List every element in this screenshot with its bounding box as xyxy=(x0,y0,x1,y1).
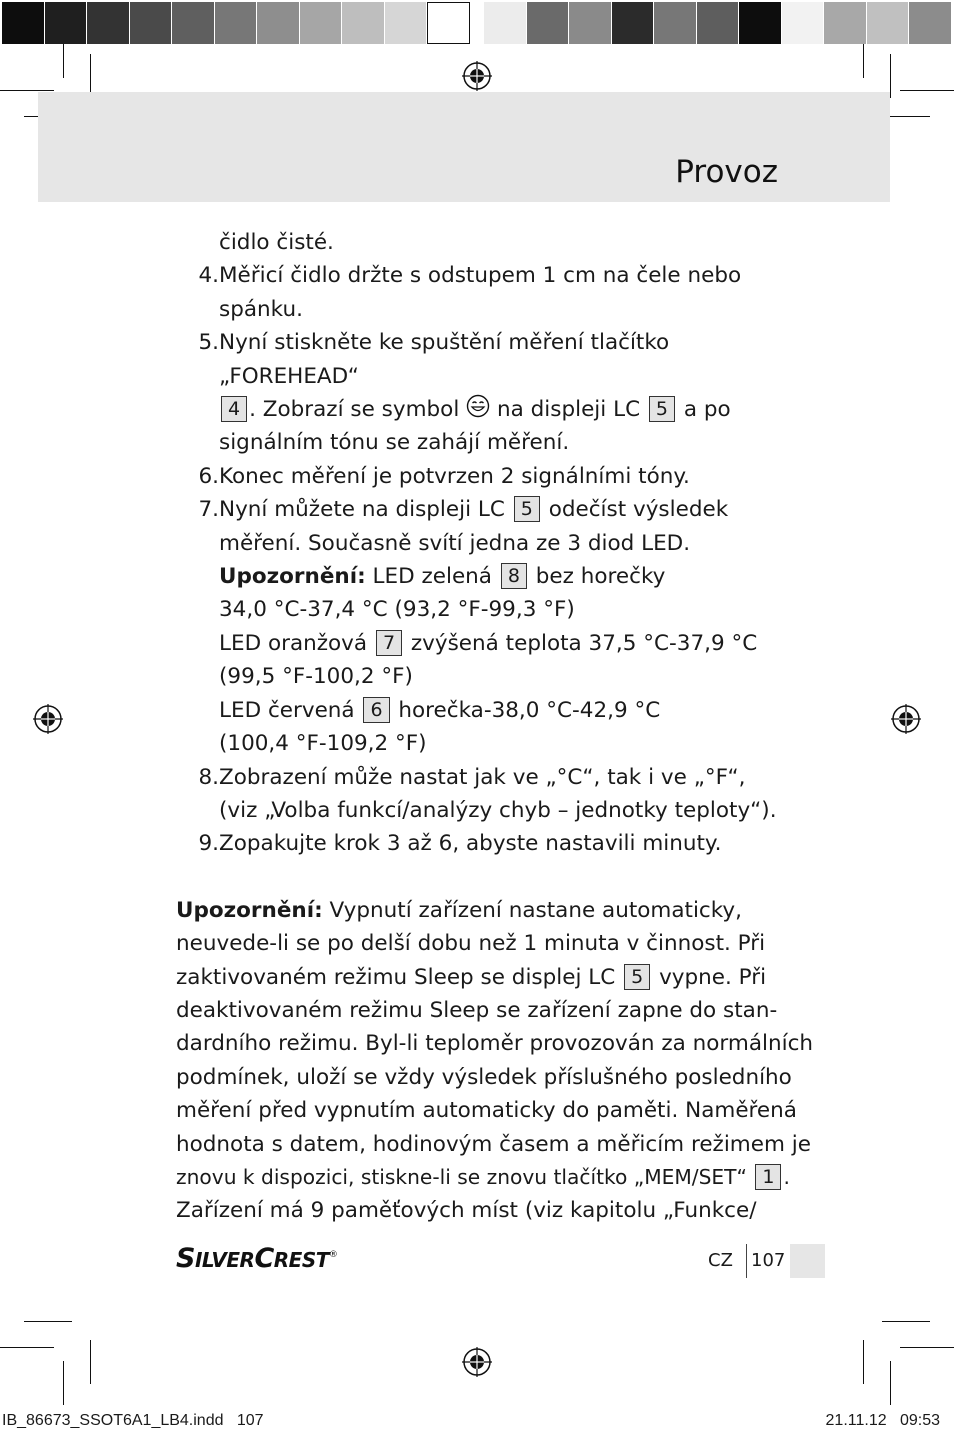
color-swatch xyxy=(342,2,385,44)
language-code: CZ xyxy=(708,1250,733,1271)
text-line: neuvede-li se po delší dobu než 1 minuta v činnost. Při xyxy=(176,931,766,957)
color-swatch xyxy=(782,2,825,44)
color-swatch xyxy=(45,2,88,44)
text-line: signálním tónu se zahájí měření. xyxy=(219,430,570,456)
text-line: (99,5 °F-100,2 °F) xyxy=(219,664,413,690)
text-fragment: horečka-38,0 °C-42,9 °C xyxy=(398,697,661,723)
color-bar-left xyxy=(2,2,470,44)
text-fragment: znovu k dispozici, stiskne-li se znovu tlačítko „MEM/SET“ xyxy=(176,1164,747,1189)
text-fragment: na displeji LC xyxy=(497,397,641,423)
registration-mark-icon xyxy=(33,704,63,734)
list-number: 7. xyxy=(198,497,219,523)
registration-mark-icon xyxy=(891,704,921,734)
list-number: 4. xyxy=(198,263,219,289)
text-fragment: Vypnutí zařízení nastane automaticky, xyxy=(329,897,742,923)
color-swatch xyxy=(257,2,300,44)
text-line: čidlo čisté. xyxy=(219,230,334,255)
registration-mark-icon xyxy=(462,1347,492,1377)
crop-mark xyxy=(890,1361,891,1405)
note-label: Upozornění: xyxy=(219,564,366,590)
text-line: Nyní stiskněte ke spuštění měření tlačítko „FOREHEAD“ xyxy=(219,330,670,389)
note-paragraph xyxy=(176,894,814,1228)
list-number: 9. xyxy=(198,831,219,857)
text-line: Zopakujte krok 3 až 6, abyste nastavili minuty. xyxy=(219,831,722,857)
color-swatch xyxy=(612,2,655,44)
page-tab xyxy=(790,1244,825,1278)
list-item xyxy=(176,761,786,828)
color-swatch xyxy=(300,2,343,44)
crop-mark xyxy=(24,1321,72,1322)
text-fragment: . Zobrazí se symbol xyxy=(249,397,460,423)
text-line: měření před vypnutím automaticky do paměti. Naměřená xyxy=(176,1098,797,1124)
smiley-icon xyxy=(466,394,490,418)
page-number: 107 xyxy=(751,1250,786,1271)
text-fragment: a po xyxy=(683,397,731,423)
crop-mark xyxy=(882,1321,930,1322)
list-number: 5. xyxy=(198,330,219,356)
text-line: podmínek, uloží se vždy výsledek příslušného posledního xyxy=(176,1064,792,1090)
text-line: spánku. xyxy=(219,296,303,322)
text-line: Zařízení má 9 paměťových míst (viz kapitolu „Funkce/ xyxy=(176,1198,757,1224)
text-fragment: zaktivovaném režimu Sleep se displej LC xyxy=(176,964,616,990)
color-swatch xyxy=(654,2,697,44)
text-fragment: zvýšená teplota 37,5 °C-37,9 °C xyxy=(410,630,758,656)
text-line: 34,0 °C-37,4 °C (93,2 °F-99,3 °F) xyxy=(219,597,575,623)
list-item xyxy=(176,827,786,860)
text-fragment: . xyxy=(783,1164,790,1189)
text-line: Měřicí čidlo držte s odstupem 1 cm na čele nebo xyxy=(219,263,742,289)
color-swatch xyxy=(484,2,527,44)
text-line: deaktivovaném režimu Sleep se zařízení zapne do stan- xyxy=(176,997,778,1023)
list-item xyxy=(176,460,786,493)
list-item xyxy=(176,259,786,326)
reference-number-box: 5 xyxy=(514,496,540,522)
reference-number-box: 8 xyxy=(501,563,527,589)
list-number: 8. xyxy=(198,764,219,790)
color-swatch xyxy=(569,2,612,44)
crop-mark xyxy=(0,90,54,91)
footer-divider xyxy=(746,1244,747,1278)
reference-number-box: 5 xyxy=(624,964,650,990)
crop-mark xyxy=(63,44,64,78)
crop-mark xyxy=(900,1347,954,1348)
reference-number-box: 6 xyxy=(363,697,389,723)
crop-mark xyxy=(0,1347,54,1348)
color-swatch xyxy=(824,2,867,44)
color-swatch xyxy=(130,2,173,44)
color-swatch xyxy=(739,2,782,44)
text-fragment: odečíst výsledek xyxy=(548,497,729,523)
color-swatch xyxy=(385,2,428,44)
text-fragment: LED červená xyxy=(219,697,355,723)
reference-number-box: 1 xyxy=(755,1164,781,1190)
color-swatch xyxy=(87,2,130,44)
text-fragment: LED oranžová xyxy=(219,630,368,656)
text-line: Zobrazení může nastat jak ve „°C“, tak i ve „°F“, xyxy=(219,764,746,790)
text-fragment: vypne. Při xyxy=(659,964,767,990)
color-swatch xyxy=(215,2,258,44)
text-line: dardního režimu. Byl-li teploměr provozován za normálních xyxy=(176,1031,814,1057)
date-slug: 21.11.12 09:53 xyxy=(825,1412,940,1429)
registration-mark-icon xyxy=(462,61,492,91)
crop-mark xyxy=(890,54,891,98)
list-item xyxy=(176,493,786,760)
color-swatch xyxy=(909,2,952,44)
text-line: Konec měření je potvrzen 2 signálními tóny. xyxy=(219,463,690,489)
reference-number-box: 5 xyxy=(649,396,675,422)
text-fragment: bez horečky xyxy=(535,564,666,590)
section-title: Provoz xyxy=(675,154,778,190)
note-label: Upozornění: xyxy=(176,897,323,923)
color-swatch xyxy=(697,2,740,44)
crop-mark xyxy=(863,1340,864,1384)
color-swatch xyxy=(2,2,45,44)
crop-mark xyxy=(900,90,954,91)
page-content xyxy=(176,226,814,1228)
reference-number-box: 4 xyxy=(221,396,247,422)
text-fragment: Nyní můžete na displeji LC xyxy=(219,497,505,523)
file-slug: IB_86673_SSOT6A1_LB4.indd 107 xyxy=(2,1412,264,1429)
crop-mark xyxy=(863,44,864,78)
crop-mark xyxy=(90,1340,91,1384)
color-bar-right xyxy=(484,2,952,44)
list-item xyxy=(176,326,786,460)
color-swatch xyxy=(527,2,570,44)
text-line: hodnota s datem, hodinovým časem a měřicím režimem je xyxy=(176,1131,811,1157)
color-swatch xyxy=(172,2,215,44)
reference-number-box: 7 xyxy=(376,630,402,656)
text-line: měření. Současně svítí jedna ze 3 diod LED. xyxy=(219,530,691,556)
text-line: (100,4 °F-109,2 °F) xyxy=(219,731,427,757)
color-swatch xyxy=(867,2,910,44)
list-number: 6. xyxy=(198,463,219,489)
text-fragment: LED zelená xyxy=(372,564,492,590)
crop-mark xyxy=(63,1361,64,1405)
color-swatch xyxy=(427,2,470,44)
brand-logo: SILVERCREST® xyxy=(176,1243,338,1274)
text-line: (viz „Volba funkcí/analýzy chyb – jednotky teploty“). xyxy=(219,797,777,823)
